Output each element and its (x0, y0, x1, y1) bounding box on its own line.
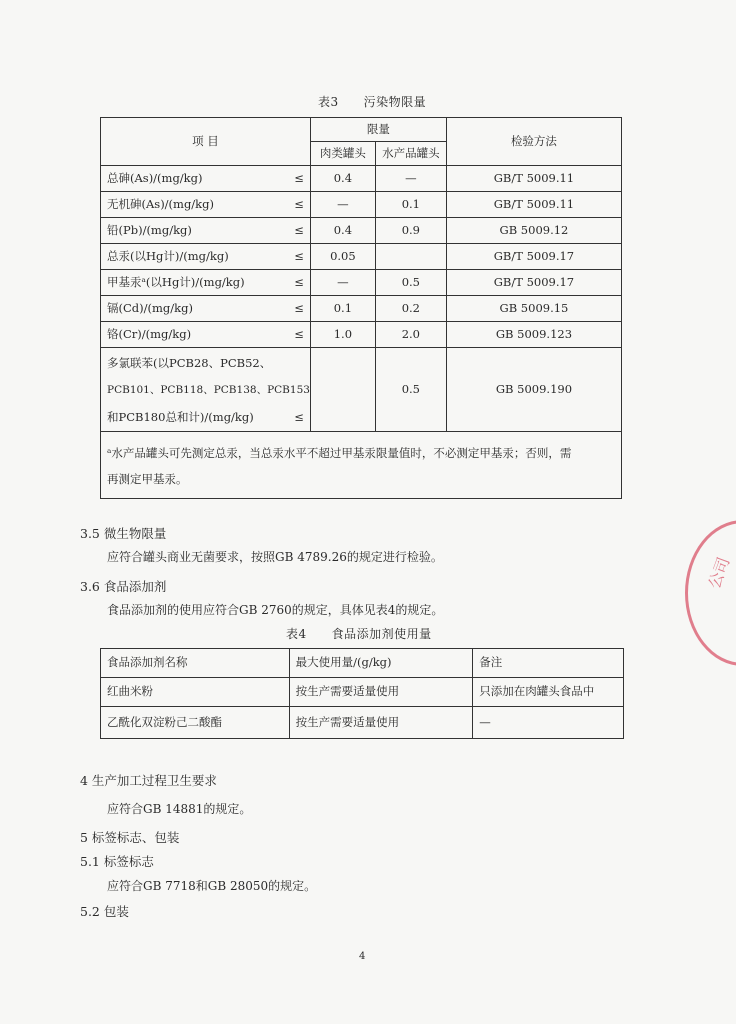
header-additive-name: 食品添加剂名称 (101, 649, 290, 678)
table-row (101, 192, 622, 218)
row-method: GB 5009.123 (446, 322, 621, 348)
additive-name: 红曲米粉 (101, 678, 290, 707)
table-row (101, 707, 624, 739)
section-4-title: 4 生产加工过程卫生要求 (80, 773, 217, 788)
pcb-op: ≤ (294, 410, 304, 424)
table-row (101, 296, 622, 322)
table-header-row (101, 118, 622, 142)
row-method: GB/T 5009.11 (446, 192, 621, 218)
row-meat: — (310, 192, 375, 218)
row-op: ≤ (294, 170, 304, 185)
additive-remark: 只添加在肉罐头食品中 (473, 678, 624, 707)
row-name: 总汞(以Hg计)/(mg/kg) (107, 248, 229, 263)
additive-name: 乙酰化双淀粉己二酸酯 (101, 707, 290, 739)
header-aquatic: 水产品罐头 (375, 142, 446, 166)
row-method: GB/T 5009.17 (446, 270, 621, 296)
row-method: GB 5009.15 (446, 296, 621, 322)
stamp-text: 公司 (704, 554, 734, 592)
row-method: GB/T 5009.11 (446, 166, 621, 192)
row-meat: 0.4 (310, 218, 375, 244)
row-op: ≤ (294, 248, 304, 263)
table-row (101, 678, 624, 707)
row-aquatic: 2.0 (375, 322, 446, 348)
additive-usage: 按生产需要适量使用 (289, 707, 473, 739)
footnote-line-2: 再测定甲基汞。 (107, 472, 188, 486)
additive-remark: — (473, 707, 624, 739)
row-aquatic: — (375, 166, 446, 192)
row-aquatic: 0.5 (375, 270, 446, 296)
table-row (101, 166, 622, 192)
table-header-row (101, 649, 624, 678)
row-meat: 0.1 (310, 296, 375, 322)
table-row (101, 244, 622, 270)
additive-usage: 按生产需要适量使用 (289, 678, 473, 707)
header-method: 检验方法 (446, 118, 621, 166)
row-op: ≤ (294, 326, 304, 341)
table3-caption: 表3 污染物限量 (318, 95, 427, 109)
contaminant-limits-table (100, 117, 622, 499)
section-5-title: 5 标签标志、包装 (80, 830, 180, 845)
row-aquatic: 0.1 (375, 192, 446, 218)
header-item: 项 目 (101, 118, 311, 166)
row-op: ≤ (294, 222, 304, 237)
food-additive-table (100, 648, 624, 739)
section-5-1-title: 5.1 标签标志 (80, 854, 154, 869)
pcb-line-2: PCB101、PCB118、PCB138、PCB153 (107, 384, 310, 396)
footnote-line-1: ᵃ水产品罐头可先测定总汞，当总汞水平不超过甲基汞限量值时，不必测定甲基汞；否则，需 (107, 446, 572, 460)
section-3-6-title: 3.6 食品添加剂 (80, 579, 167, 594)
header-max-usage: 最大使用量/(g/kg) (289, 649, 473, 678)
row-method: GB 5009.12 (446, 218, 621, 244)
row-name: 镉(Cd)/(mg/kg) (107, 300, 193, 315)
pcb-meat (310, 348, 375, 432)
company-seal-stamp (685, 520, 736, 666)
table-row (101, 322, 622, 348)
pcb-method: GB 5009.190 (446, 348, 621, 432)
row-aquatic (375, 244, 446, 270)
section-4-text: 应符合GB 14881的规定。 (107, 802, 252, 816)
table-footnote-row (101, 432, 622, 499)
table-row (101, 270, 622, 296)
header-remarks: 备注 (473, 649, 624, 678)
row-op: ≤ (294, 274, 304, 289)
page-number: 4 (359, 951, 366, 962)
section-3-5-title: 3.5 微生物限量 (80, 526, 167, 541)
row-name: 总砷(As)/(mg/kg) (107, 170, 203, 185)
row-op: ≤ (294, 300, 304, 315)
row-meat: 0.05 (310, 244, 375, 270)
row-op: ≤ (294, 196, 304, 211)
row-name: 铅(Pb)/(mg/kg) (107, 222, 192, 237)
row-meat: 0.4 (310, 166, 375, 192)
row-meat: 1.0 (310, 322, 375, 348)
section-5-2-title: 5.2 包装 (80, 904, 129, 919)
row-aquatic: 0.2 (375, 296, 446, 322)
header-meat: 肉类罐头 (310, 142, 375, 166)
row-name: 无机砷(As)/(mg/kg) (107, 196, 214, 211)
row-name: 铬(Cr)/(mg/kg) (107, 326, 192, 341)
table-row (101, 218, 622, 244)
row-meat: — (310, 270, 375, 296)
pcb-line-3: 和PCB180总和计)/(mg/kg) (107, 410, 254, 424)
row-method: GB/T 5009.17 (446, 244, 621, 270)
row-aquatic: 0.9 (375, 218, 446, 244)
table-row-pcb (101, 348, 622, 432)
header-limit: 限量 (310, 118, 446, 142)
row-name: 甲基汞ᵃ(以Hg计)/(mg/kg) (107, 274, 245, 289)
section-5-1-text: 应符合GB 7718和GB 28050的规定。 (107, 879, 317, 893)
pcb-line-1: 多氯联苯(以PCB28、PCB52、 (107, 356, 272, 370)
section-3-6-text: 食品添加剂的使用应符合GB 2760的规定，具体见表4的规定。 (107, 603, 444, 617)
pcb-aquatic: 0.5 (375, 348, 446, 432)
section-3-5-text: 应符合罐头商业无菌要求，按照GB 4789.26的规定进行检验。 (107, 550, 443, 564)
table4-caption: 表4 食品添加剂使用量 (286, 627, 432, 641)
